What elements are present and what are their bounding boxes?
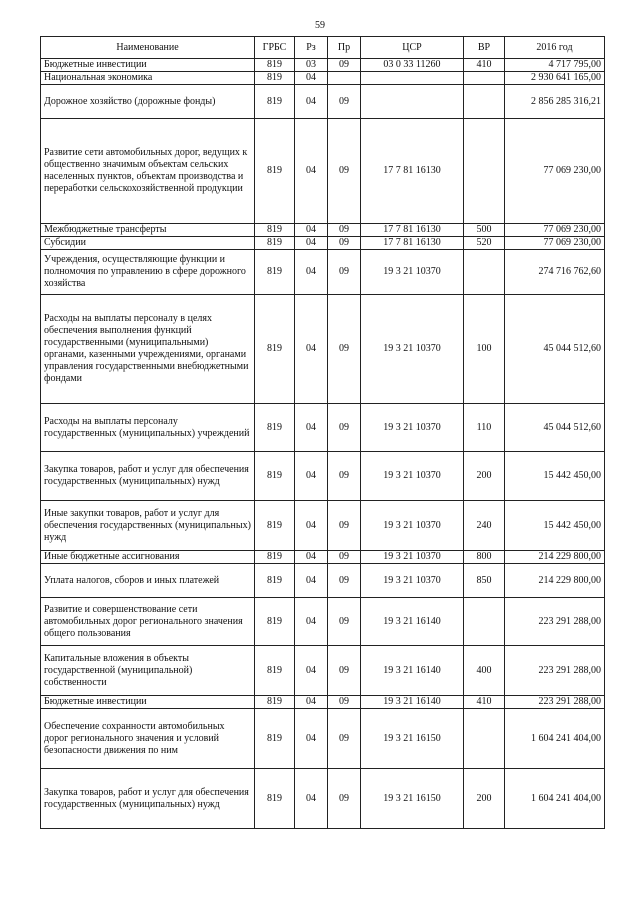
- table-row: [41, 119, 605, 224]
- cell-sum: 15 442 450,00: [505, 452, 605, 501]
- cell-vr: [464, 250, 505, 295]
- cell-grbs: 819: [255, 452, 295, 501]
- cell-rz: 04: [295, 551, 328, 564]
- cell-csr: 19 3 21 10370: [361, 501, 464, 551]
- cell-rz: 04: [295, 501, 328, 551]
- cell-csr: 17 7 81 16130: [361, 119, 464, 224]
- cell-vr: [464, 85, 505, 119]
- cell-sum: 214 229 800,00: [505, 551, 605, 564]
- cell-rz: 04: [295, 646, 328, 696]
- cell-pr: 09: [328, 295, 361, 404]
- cell-pr: 09: [328, 598, 361, 646]
- cell-grbs: 819: [255, 501, 295, 551]
- cell-rz: 04: [295, 237, 328, 250]
- cell-sum: 2 856 285 316,21: [505, 85, 605, 119]
- cell-vr: [464, 119, 505, 224]
- cell-name: Расходы на выплаты персоналу в целях обеспечения выполнения функций государственными (муниципальными) органами, казенными учреждениями, органами управления государственными внебюджетными фондами: [41, 295, 255, 404]
- cell-vr: 800: [464, 551, 505, 564]
- header-row: [41, 37, 605, 59]
- cell-csr: 19 3 21 16140: [361, 646, 464, 696]
- cell-vr: [464, 709, 505, 769]
- table-row: [41, 295, 605, 404]
- header-year: 2016 год: [505, 37, 605, 59]
- cell-csr: 19 3 21 10370: [361, 250, 464, 295]
- page-number: 59: [315, 20, 325, 31]
- table-row: [41, 564, 605, 598]
- table-row: [41, 59, 605, 72]
- cell-rz: 04: [295, 404, 328, 452]
- cell-grbs: 819: [255, 85, 295, 119]
- table-row: [41, 404, 605, 452]
- cell-pr: 09: [328, 59, 361, 72]
- cell-rz: 04: [295, 452, 328, 501]
- cell-sum: 77 069 230,00: [505, 119, 605, 224]
- cell-sum: 2 930 641 165,00: [505, 72, 605, 85]
- cell-grbs: 819: [255, 119, 295, 224]
- cell-vr: 200: [464, 452, 505, 501]
- cell-pr: [328, 72, 361, 85]
- cell-vr: 850: [464, 564, 505, 598]
- cell-vr: 400: [464, 646, 505, 696]
- cell-name: Дорожное хозяйство (дорожные фонды): [41, 85, 255, 119]
- cell-pr: 09: [328, 646, 361, 696]
- header-rz: Рз: [295, 37, 328, 59]
- table-row: [41, 501, 605, 551]
- cell-grbs: 819: [255, 237, 295, 250]
- cell-grbs: 819: [255, 646, 295, 696]
- cell-pr: 09: [328, 250, 361, 295]
- cell-rz: 04: [295, 598, 328, 646]
- header-vr: ВР: [464, 37, 505, 59]
- cell-name: Субсидии: [41, 237, 255, 250]
- table-row: [41, 72, 605, 85]
- cell-csr: 19 3 21 10370: [361, 564, 464, 598]
- cell-vr: 240: [464, 501, 505, 551]
- cell-csr: 17 7 81 16130: [361, 237, 464, 250]
- cell-grbs: 819: [255, 250, 295, 295]
- cell-rz: 04: [295, 769, 328, 829]
- cell-csr: 19 3 21 10370: [361, 551, 464, 564]
- cell-rz: 04: [295, 295, 328, 404]
- cell-vr: 200: [464, 769, 505, 829]
- cell-pr: 09: [328, 119, 361, 224]
- cell-name: Капитальные вложения в объекты государственной (муниципальной) собственности: [41, 646, 255, 696]
- cell-vr: 110: [464, 404, 505, 452]
- cell-name: Учреждения, осуществляющие функции и полномочия по управлению в сфере дорожного хозяйства: [41, 250, 255, 295]
- table-row: [41, 551, 605, 564]
- cell-sum: 223 291 288,00: [505, 696, 605, 709]
- header-pr: Пр: [328, 37, 361, 59]
- cell-pr: 09: [328, 224, 361, 237]
- cell-csr: 17 7 81 16130: [361, 224, 464, 237]
- cell-sum: 274 716 762,60: [505, 250, 605, 295]
- cell-sum: 1 604 241 404,00: [505, 709, 605, 769]
- cell-name: Уплата налогов, сборов и иных платежей: [41, 564, 255, 598]
- cell-grbs: 819: [255, 564, 295, 598]
- cell-rz: 04: [295, 72, 328, 85]
- cell-name: Обеспечение сохранности автомобильных дорог регионального значения и условий безопасности движения по ним: [41, 709, 255, 769]
- cell-sum: 15 442 450,00: [505, 501, 605, 551]
- table-row: [41, 696, 605, 709]
- cell-sum: 4 717 795,00: [505, 59, 605, 72]
- table-row: [41, 598, 605, 646]
- cell-name: Закупка товаров, работ и услуг для обеспечения государственных (муниципальных) нужд: [41, 769, 255, 829]
- cell-name: Развитие и совершенствование сети автомобильных дорог регионального значения общего пользования: [41, 598, 255, 646]
- cell-csr: [361, 72, 464, 85]
- cell-csr: 19 3 21 16150: [361, 769, 464, 829]
- cell-pr: 09: [328, 237, 361, 250]
- cell-csr: [361, 85, 464, 119]
- table-row: [41, 224, 605, 237]
- cell-pr: 09: [328, 501, 361, 551]
- header-csr: ЦСР: [361, 37, 464, 59]
- cell-vr: 100: [464, 295, 505, 404]
- cell-name: Закупка товаров, работ и услуг для обеспечения государственных (муниципальных) нужд: [41, 452, 255, 501]
- cell-grbs: 819: [255, 709, 295, 769]
- cell-pr: 09: [328, 769, 361, 829]
- cell-pr: 09: [328, 551, 361, 564]
- cell-grbs: 819: [255, 404, 295, 452]
- cell-csr: 19 3 21 10370: [361, 404, 464, 452]
- cell-pr: 09: [328, 452, 361, 501]
- cell-sum: 223 291 288,00: [505, 598, 605, 646]
- cell-grbs: 819: [255, 551, 295, 564]
- cell-sum: 214 229 800,00: [505, 564, 605, 598]
- cell-vr: 410: [464, 696, 505, 709]
- cell-name: Национальная экономика: [41, 72, 255, 85]
- cell-grbs: 819: [255, 72, 295, 85]
- cell-rz: 04: [295, 709, 328, 769]
- cell-sum: 1 604 241 404,00: [505, 769, 605, 829]
- cell-grbs: 819: [255, 59, 295, 72]
- cell-rz: 04: [295, 250, 328, 295]
- cell-name: Иные бюджетные ассигнования: [41, 551, 255, 564]
- cell-vr: 410: [464, 59, 505, 72]
- cell-vr: 500: [464, 224, 505, 237]
- table-row: [41, 769, 605, 829]
- cell-rz: 04: [295, 224, 328, 237]
- cell-sum: 45 044 512,60: [505, 295, 605, 404]
- cell-grbs: 819: [255, 598, 295, 646]
- cell-csr: 03 0 33 11260: [361, 59, 464, 72]
- cell-sum: 45 044 512,60: [505, 404, 605, 452]
- cell-name: Расходы на выплаты персоналу государственных (муниципальных) учреждений: [41, 404, 255, 452]
- cell-grbs: 819: [255, 224, 295, 237]
- cell-vr: 520: [464, 237, 505, 250]
- table-row: [41, 646, 605, 696]
- header-name: Наименование: [41, 37, 255, 59]
- cell-sum: 77 069 230,00: [505, 224, 605, 237]
- cell-name: Бюджетные инвестиции: [41, 59, 255, 72]
- cell-rz: 04: [295, 119, 328, 224]
- cell-pr: 09: [328, 564, 361, 598]
- table-row: [41, 452, 605, 501]
- cell-vr: [464, 598, 505, 646]
- cell-pr: 09: [328, 696, 361, 709]
- cell-name: Межбюджетные трансферты: [41, 224, 255, 237]
- cell-grbs: 819: [255, 769, 295, 829]
- cell-sum: 77 069 230,00: [505, 237, 605, 250]
- table-row: [41, 237, 605, 250]
- table-row: [41, 709, 605, 769]
- cell-csr: 19 3 21 16140: [361, 598, 464, 646]
- cell-pr: 09: [328, 85, 361, 119]
- cell-csr: 19 3 21 10370: [361, 295, 464, 404]
- cell-grbs: 819: [255, 696, 295, 709]
- cell-name: Развитие сети автомобильных дорог, ведущих к общественно значимым объектам сельских населенных пунктов, объектам производства и переработки сельскохозяйственной продукции: [41, 119, 255, 224]
- table-row: [41, 250, 605, 295]
- cell-csr: 19 3 21 16150: [361, 709, 464, 769]
- cell-vr: [464, 72, 505, 85]
- cell-sum: 223 291 288,00: [505, 646, 605, 696]
- cell-name: Бюджетные инвестиции: [41, 696, 255, 709]
- cell-grbs: 819: [255, 295, 295, 404]
- cell-rz: 04: [295, 696, 328, 709]
- cell-pr: 09: [328, 404, 361, 452]
- cell-rz: 04: [295, 564, 328, 598]
- budget-table: [40, 36, 605, 829]
- table-row: [41, 85, 605, 119]
- header-grbs: ГРБС: [255, 37, 295, 59]
- cell-csr: 19 3 21 16140: [361, 696, 464, 709]
- cell-name: Иные закупки товаров, работ и услуг для обеспечения государственных (муниципальных) нужд: [41, 501, 255, 551]
- cell-csr: 19 3 21 10370: [361, 452, 464, 501]
- cell-rz: 03: [295, 59, 328, 72]
- cell-rz: 04: [295, 85, 328, 119]
- cell-pr: 09: [328, 709, 361, 769]
